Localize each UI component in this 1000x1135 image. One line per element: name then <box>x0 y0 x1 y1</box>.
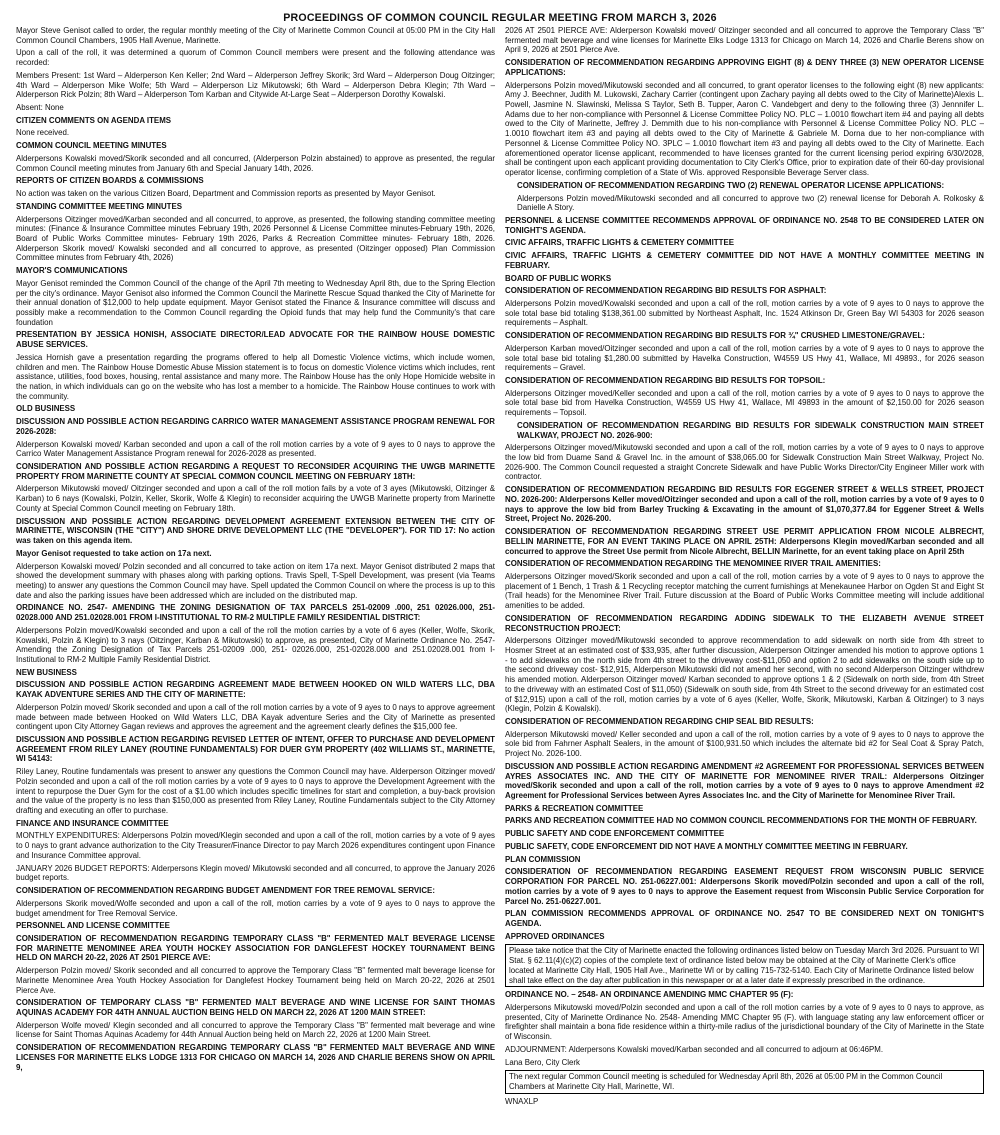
paragraph: Alderperson Karban moved/Oitzinger seconded and upon a call of the roll, motion carries by a vote of 9 ayes to 0 nays to approve the sole total base bid totaling $1,280.00 submitted by Havelka Construction, W4559 US Hwy 41, Wallace, MI 49893., for 2026 season requirements – Gravel. <box>505 343 984 373</box>
columns <box>16 26 984 1109</box>
section-heading: CONSIDERATION OF RECOMMENDATION REGARDING ADDING SIDEWALK TO THE ELIZABETH AVENUE STREET RECONSTRUCTION PROJECT: <box>505 613 984 633</box>
paragraph: Alderperson Polzin moved/ Skorik seconded and all concurred to approve the Temporary Class "B" fermented malt beverage license for Marinette Menominee Area Youth Hockey Association for Danglefest Hockey Tournament being held on March 20-22, 2026 at 2501 Pierce Ave. <box>16 966 495 995</box>
section-title: CIVIC AFFAIRS, TRAFFIC LIGHTS & CEMETERY COMMITTEE <box>505 238 734 248</box>
paragraph: Alderpersons Oitzinger moved/Karban seconded and all concurred, to approve, as presented, the following standing committee meeting minutes: (Finance & Insurance Committee minutes February 19th, 2026 Personnel & License Committee minutes-February 19th, 2026, Board of Public Works Committee minutes- February 19th 2026, Parks & Recreation Committee minutes- February 18th, 2026. Alderperson Skorik moved/ Kowalski seconded and all concurred to approve, as presented (Oitzinger opposed) Plan Commission Committee minutes from February 4th, 2026) <box>16 214 495 263</box>
paragraph: Alderperson Mikutowski moved/ Keller seconded and upon a call of the roll, motion carries by a vote of 9 ayes to 0 nays to approve the sole bid from Fahrner Asphalt Sealers, in the amount of $100,931.50 which includes the alternate bid #2 for Seal Coat & Spray Patch, Project No. 2026-100. <box>505 729 984 759</box>
paragraph: Alderpersons Polzin moved/Mikutowski seconded and all concurred, to grant operator licenses to the following eight (8) new applicants: Amy J. Beechner, Judith M. Lukowski, Zachary Carrier (contingent upon Zachary paying all debts owed to the City of Marinette)Alexis L. Powell, Jasmine N. Slawinski, Melissa S Taylor, Seth B. Tupper, Aaron C. Vandebgert and deny to the following three (3) Jennnifer L. Adams due to her non-compliance with Personnel & License Committee Policy NO. PLC – 1.0010 flowchart item #4 and paying all debts owed to the City of Marinette, Jeffrey J. Demmith due to his non-compliance with Personnel & License Committee Policy NO. PLC – 1.0010 flowchart item #3 and paying all debts owed to the City of Marinette & Gabriele M. Dorna due to her non-compliance with Personnel & License Committee Policy NO. 3PLC – 1.0010 flowchart item #3 and paying all debts owed to the City of Marinette. Each aforementioned operator license applicant, recommended to have licenses granted for the current licensing period expiring 6/30/2028, shall be contingent upon each applicant providing documentation to City Clerk's Office, prior to expiration date of their 60-day provisional operator license, confirming completion of a State of Wis. approved Responsible Beverage Server class. <box>505 80 984 178</box>
section-title: PUBLIC SAFETY, CODE ENFORCEMENT DID NOT HAVE A MONTHLY COMMITTEE MEETING IN FEBRUARY. <box>505 841 908 851</box>
paragraph: Alderpersons Oitzinger moved/Keller seconded and upon a call of the roll, motion carries by a vote of 9 ayes to 0 nays to approve the sole total base bid from Havelka Construction, W4559 US Hwy 41, Wallace, MI 49893 in the amount of $2,150.00 for 2026 season requirements – Topsoil. <box>505 388 984 418</box>
section-heading: CONSIDERATION OF RECOMMENDATION REGARDING THE MENOMINEE RIVER TRAIL AMENITIES: <box>505 559 881 569</box>
paragraph: JANUARY 2026 BUDGET REPORTS: Alderpersons Klegin moved/ Mikutowski seconded and all concurred, to approve the January 2026 budget reports. <box>16 863 495 883</box>
section-heading: DISCUSSION AND POSSIBLE ACTION REGARDING DEVELOPMENT AGREEMENT EXTENSION BETWEEN THE CITY OF MARINETTE, WISCONSIN (THE "CITY") AND SHORE DRIVE DEVELOPMENT LLC (THE "DEVELOPER"). FOR TID 17: No action was taken on this agenda item. <box>16 516 495 546</box>
section-heading: CONSIDERATION OF RECOMMENDATION REGARDING TWO (2) RENEWAL OPERATOR LICENSE APPLICATIONS: <box>517 180 945 190</box>
paragraph: Mayor Steve Genisot called to order, the regular monthly meeting of the City of Marinette Common Council at 05:00 PM in the City Hall Common Council Chambers, 1905 Hall Avenue, Marinette. <box>16 26 495 45</box>
notice-box: The next regular Common Council meeting is scheduled for Wednesday April 8th, 2026 at 05:00 PM in the Common Council Chambers at Marinette City Hall, Marinette, WI. <box>505 1070 984 1093</box>
paragraph: Alderpersons Oitzinger moved/Skorik seconded and upon a call of the roll, motion carries by a vote of 9 ayes to 0 nays to approve the placement of 1 Bench, 1 Trash & 1 Recycling receptor matching the current furnishings at Menekaunee Harbor on Ogden St and Eight St (Trail heads) for the Menominee River Trail. Future discussion at the Board of Public Works Committee meeting will include additional amenities to be added. <box>505 571 984 611</box>
section-title: APPROVED ORDINANCES <box>505 931 605 941</box>
paragraph: Alderpersons Skorik moved/Wolfe seconded and upon a call of the roll, motion carries by a vote of 9 ayes to 0 nays to approve the budget amendment for Tree Removal Service. <box>16 898 495 918</box>
paragraph: Alderpersons Polzin moved/Mikutowski seconded and all concurred to approve two (2) renewal license for Deborah A. Rolkosky & Danielle A Story. <box>517 193 984 213</box>
paragraph: Alderpersons Oitzinger moved/Mikutowski seconded to approve recommendation to add sidewalk on north side from 4th street to Hosmer Street at an estimated cost of $33,935, after further discussion, Alderperson Oitzinger amended his motion to approve options 1 - to add sidewalks on the north side from 4th street to the driveway cost-$11,050 and option 2 to add sidewalks on the south side up to the second driveway cost- $12,915, Alderperson Mikutowski did not amend her second, with no second Alderperson Oitzinger withdrew his amended motion. Alderperson Oitzinger moved/ Karban seconded to approve options 1 & 2 (Sidewalk on north side, from 4th Street to the driveway with an estimated Cost of $11,050) (Sidewalk on south side, from 4th Street to the second driveway for an estimated cost of $12,915) upon a call of the roll, motion carries by a vote of 6 ayes (Keller, Wolfe, Skorik, Mikutowski, Karban & Oitzinger) to 3 nays (Klegin, Polzin & Kowalski). <box>505 636 984 714</box>
paragraph: Jessica Hornish gave a presentation regarding the programs offered to help all Domestic Violence victims, which include women, children and men. The Rainbow House Domestic Abuse Mission statement is to focus on domestic Violence victims which includes, rent assistance, utilities, food boxes, housing, rental assistance and many more. The Rainbow House has the only Hope Homicide website in the nation, in which individuals can go on the website who has lost a member to a homicide. The Rainbow House continues to work with the community. <box>16 352 495 401</box>
section-heading: CONSIDERATION AND POSSIBLE ACTION REGARDING A REQUEST TO RECONSIDER ACQUIRING THE UWGB MARINETTE PROPERTY FROM MARINETTE COUNTY AT SPECIAL COMMON COUNCIL MEETING ON FEBRUARY 18TH: <box>16 462 495 481</box>
section-title: OLD BUSINESS <box>16 404 76 414</box>
section-heading: DISCUSSION AND POSSIBLE ACTION REGARDING AMENDMENT #2 AGREEMENT FOR PROFESSIONAL SERVICES BETWEEN AYRES ASSOCIATES INC. AND THE CITY OF MARINETTE FOR MENOMINEE RIVER TRAIL: Alderpersons Oitzinger moved/Skorik seconded and upon a call of the roll, motion carries by a vote of 9 ayes to 0 nays to approve Amendment #2 Agreement for Professional Services between Ayres Associates Inc. and the City of Marinette for Menominee River Trail. <box>505 761 984 801</box>
paragraph: MONTHLY EXPENDITURES: Alderpersons Polzin moved/Klegin seconded and upon a call of the roll, motion carries by a vote of 9 ayes to 0 nays to grant advance authorization to the City Treasurer/Finance Director to pay March 2026 expenditures contingent upon Finance and Insurance Committee approval. <box>16 831 495 860</box>
section-heading: ORDINANCE NO. – 2548- AN ORDINANCE AMENDING MMC CHAPTER 95 (F): <box>505 990 794 1000</box>
section-heading: CONSIDERATION OF RECOMMENDATION REGARDING BID RESULTS FOR ASPHALT: <box>505 286 827 296</box>
section-heading: CONSIDERATION OF RECOMMENDATION REGARDING EASEMENT REQUEST FROM WISCONSIN PUBLIC SERVICE CORPORATION FOR PARCEL NO. 251-06227.001: Alderpersons Skorik moved/Polzin seconded and upon a call of the roll, motion carries by a vote of 9 ayes to 0 nays to approve the Easement request from Wisconsin Public Service Corporation for Parcel No. 251-06227.001. <box>505 867 984 906</box>
section-heading: CONSIDERATION OF RECOMMENDATION REGARDING STREET USE PERMIT APPLICATION FROM NICOLE ALBRECHT, BELLIN MARINETTE, FOR AN EVENT TAKING PLACE ON APRIL 25TH: Alderpersons Klegin moved/Karban seconded and all concurred to approve the Street Use permit from Nicole Albrecht, BELLIN Marinette, for an event taking place on April 25th <box>505 527 984 556</box>
section-heading: CONSIDERATION OF RECOMMENDATION REGARDING APPROVING EIGHT (8) & DENY THREE (3) NEW OPERATOR LICENSE APPLICATIONS: <box>505 58 984 77</box>
paragraph: Alderpersons Kowalski moved/Skorik seconded and all concurred, (Alderperson Polzin abstained) to approve as presented, the regular Common Council meeting minutes from January 6th and Special January 14th, 2026. <box>16 153 495 173</box>
page-title: PROCEEDINGS OF COMMON COUNCIL REGULAR MEETING FROM MARCH 3, 2026 <box>283 12 717 24</box>
paragraph: ADJOURNMENT: Alderpersons Kowalski moved/Karban seconded and all concurred to adjourn at 06:46PM. <box>505 1044 884 1054</box>
section-title: PUBLIC SAFETY AND CODE ENFORCEMENT COMMITTEE <box>505 829 725 839</box>
section-title: NEW BUSINESS <box>16 667 77 677</box>
section-heading: CONSIDERATION OF RECOMMENDATION REGARDING TEMPORARY CLASS "B" FERMENTED MALT BEVERAGE AND WINE LICENSES FOR MARINETTE ELKS LODGE 1313 FOR CHICAGO ON MARCH 14, 2026 AND CHARLIE BERENS SHOW ON APRIL 9, <box>16 1043 495 1072</box>
section-heading: PRESENTATION BY JESSICA HONISH, ASSOCIATE DIRECTOR/LEAD ADVOCATE FOR THE RAINBOW HOUSE DOMESTIC ABUSE SERVICES. <box>16 330 495 350</box>
paragraph: Riley Laney, Routine fundamentals was present to answer any questions the Common Council may have. Alderperson Oitzinger moved/ Polzin seconded and upon a call of the roll motion carries by a vote of 9 ayes to 0 nays to approve the Development Agreement with the intent to repurpose the Duer Gym for the cost of a $1.00 which includes specific timelines for start and completion, a buy-back provision and the value of the property is no less than $150,000 as presented from Riley Laney, Routine Fundamentals subject to the City Attorney drafting and executing an offer to purchase. <box>16 767 495 816</box>
paragraph: Alderperson Mikutowski moved/ Oitzinger seconded and upon a call of the roll motion fails by a vote of 3 ayes (Mikutowski, Oitzinger & Karban) to 6 nays (Kowalski, Polzin, Keller, Skorik, Wolfe & Klegin) to reconsider acquiring the UWGB Marinette property from Marinette County at Special Common Council meeting on February 18th. <box>16 484 495 513</box>
section-title: PARKS AND RECREATION COMMITTEE HAD NO COMMON COUNCIL RECOMMENDATIONS FOR THE MONTH OF FEBRUARY. <box>505 816 977 826</box>
notice-box: Please take notice that the City of Marinette enacted the following ordinances listed below on Tuesday March 3rd 2026. Pursuant to WI Stat. § 62.11(4)(c)(2) copies of the complete text of ordinance listed below may be obtained at the City of Marinette Clerk's office located at Marinette City Hall, 1905 Hall Ave., Marinette WI or by calling 715-732-5140. Each City of Marinette Ordinance listed below shall take effect on the day after publication in this newspaper or at a later date if expressly prescribed in the ordinance. <box>505 944 984 987</box>
section-heading: CONSIDERATION OF RECOMMENDATION REGARDING BUDGET AMENDMENT FOR TREE REMOVAL SERVICE: <box>16 886 435 896</box>
section-heading: CONSIDERATION OF RECOMMENDATION REGARDING BID RESULTS FOR SIDEWALK CONSTRUCTION MAIN STREET WALKWAY, PROJECT NO. 2026-900: <box>517 420 984 440</box>
section-title: PARKS & RECREATION COMMITTEE <box>505 803 644 813</box>
right-column <box>505 26 984 1109</box>
section-heading: PERSONNEL & LICENSE COMMITTEE RECOMMENDS APPROVAL OF ORDINANCE NO. 2548 TO BE CONSIDERED LATER ON TONIGHT'S AGENDA. <box>505 215 984 235</box>
section-heading: CONSIDERATION OF RECOMMENDATION REGARDING CHIP SEAL BID RESULTS: <box>505 717 814 726</box>
section-title: CITIZEN COMMENTS ON AGENDA ITEMS <box>16 115 172 125</box>
section-title: PERSONNEL AND LICENSE COMMITTEE <box>16 921 170 931</box>
paragraph: Alderpersons Polzin moved/Kowalski seconded and upon a call of the roll, motion carries by a vote of 9 ayes to 0 nays to approve the sole total base bid totaling $138,361.00 submitted by Northeast Asphalt, Inc. 1524 Atkinson Dr, Green Bay WI 54303 for 2026 season requirements – Asphalt. <box>505 298 984 328</box>
left-column <box>16 26 495 1109</box>
section-heading: DISCUSSION AND POSSIBLE ACTION REGARDING CARRICO WATER MANAGEMENT ASSISTANCE PROGRAM RENEWAL FOR 2026-2028: <box>16 417 495 436</box>
paragraph: No action was taken on the various Citizen Board, Department and Commission reports as presented by Mayor Genisot. <box>16 189 436 199</box>
section-heading: CONSIDERATION OF RECOMMENDATION REGARDING BID RESULTS FOR EGGENER STREET & WELLS STREET, PROJECT NO. 2026-200: Alderpersons Keller moved/Oitzinger seconded and upon a call of the roll, motion carries by a vote of 9 ayes to 0 nays to approve the low bid from Barley Trucking & Excavating in the amount of $1,070,377.84 for Eggener Street & Wells Street, Project No. 2026-200. <box>505 485 984 524</box>
section-title: REPORTS OF CITIZEN BOARDS & COMMISSIONS <box>16 176 204 186</box>
section-title: PLAN COMMISSION RECOMMENDS APPROVAL OF ORDINANCE NO. 2547 TO BE CONSIDERED NEXT ON TONIGHT'S AGENDA. <box>505 909 984 928</box>
paragraph: Absent: None <box>16 103 64 113</box>
paragraph: Alderpersons Mikutowski moved/Polzin seconded and upon a call of the roll motion carries by a vote of 9 ayes to 0 nays to approve, as presented, City of Marinette Ordinance No. 2548- Amending MMC Chapter 95 (F). with language stating any law enforcement officer or firefighter shall maintain a bona fide residence within a thirty-mile radius of the jurisdictional boundary of the City of Marinette in the State of Wisconsin. <box>505 1002 984 1042</box>
section-title: STANDING COMMITTEE MEETING MINUTES <box>16 201 182 211</box>
section-heading: CONSIDERATION OF RECOMMENDATION REGARDING BID RESULTS FOR TOPSOIL: <box>505 376 826 385</box>
section-title: BOARD OF PUBLIC WORKS <box>505 273 612 283</box>
paragraph: Alderperson Polzin moved/ Skorik seconded and upon a call of the roll motion carries by a vote of 9 ayes to 0 nays to approve agreement made between made between Hooked on Wild Waters LLC, DBA Kayak adventure Series and the City of Marinette as presented contingent upon City Attorney Gagan reviews and approves the agreement and the agreement clearly defines the $15,000 fee. <box>16 702 495 732</box>
paragraph: Alderperson Kowalski moved/ Karban seconded and upon a call of the roll motion carries by a vote of 9 ayes to 0 nays to approve the Carrico Water Management Assistance Program renewal for 2026-2028 as presented. <box>16 439 495 459</box>
section-heading: CONSIDERATION OF RECOMMENDATION REGARDING TEMPORARY CLASS "B" FERMENTED MALT BEVERAGE LICENSE FOR MARINETTE MENOMINEE AREA YOUTH HOCKEY ASSOCIATION FOR DANGLEFEST HOCKEY TOURNAMENT BEING HELD ON MARCH 20-22, 2026 AT 2501 PIERCE AVE: <box>16 933 495 963</box>
section-heading: CIVIC AFFAIRS, TRAFFIC LIGHTS & CEMETERY COMMITTEE DID NOT HAVE A MONTHLY COMMITTEE MEETING IN FEBRUARY. <box>505 251 984 270</box>
paragraph: 2026 AT 2501 PIERCE AVE: Alderperson Kowalski moved/ Oitzinger seconded and all concurred to approve the Temporary Class "B" fermented malt beverage and wine licenses for Marinette Elks Lodge 1313 for Chicago on March 14, 2026 and Charlie Berens show on April 9, 2026 at 2501 Pierce Ave. <box>505 26 984 55</box>
section-heading: DISCUSSION AND POSSIBLE ACTION REGARDING AGREEMENT MADE BETWEEN HOOKED ON WILD WATERS LLC, DBA KAYAK ADVENTURE SERIES AND THE CITY OF MARINETTE: <box>16 680 495 700</box>
section-heading: CONSIDERATION OF RECOMMENDATION REGARDING BID RESULTS FOR ¾" CRUSHED LIMESTONE/GRAVEL: <box>505 331 925 341</box>
paragraph: Alderpersons Oitzinger moved/Mikutowski seconded and upon a call of the roll, motion carries by a vote of 9 ayes to 0 nays to approve the low bid from Duame Sand & Gravel Inc. in the amount of $38,065.00 for Sidewalk Construction Main Street Walkway, Project No. 2026-900. The Common Council requested a straight Concrete Sidewalk and have Public Works Director/City Engineer Miller work with contractor. <box>505 443 984 482</box>
section-heading: ORDINANCE NO. 2547- AMENDING THE ZONING DESIGNATION OF TAX PARCELS 251-02009 .000, 251 02026.000, 251-02028.000 AND 251.02028.001 FROM I-INSTITUTIONAL TO RM-2 MULTIPLE FAMILY RESIDENTIAL DISTRICT: <box>16 603 495 623</box>
paragraph: Alderperson Wolfe moved/ Klegin seconded and all concurred to approve the Temporary Class "B" fermented malt beverage and wine license for Saint Thomas Aquinas Academy for 44th Annual Auction being held on March 22, 2026 at 1200 Main Street. <box>16 1020 495 1040</box>
paragraph: Members Present: 1st Ward – Alderperson Ken Keller; 2nd Ward – Alderperson Jeffrey Skorik; 3rd Ward – Alderperson Doug Oitzinger; 4th Ward – Alderperson Mike Wolfe; 5th Ward – Alderperson Liz Mikutowski; 6th Ward – Alderperson Debra Klegin; 7th Ward – Alderperson Rick Polzin; 8th Ward – Alderperson Tom Karban and Citywide At-Large Seat – Alderperson Dorothy Kowalski. <box>16 70 495 100</box>
paragraph: Mayor Genisot reminded the Common Council of the change of the April 7th meeting to Wednesday April 8th, due to the Spring Election per the city's ordinance. Mayor Genisot also informed the Common Council the Marinette Rescue Squad thanked the City of Marinette for their annual donation of $12,000 to help update equipment. Mayor Genisot stated the Finance & Insurance committee will discuss and possibly make a recommendation to the Common Council regarding the Opioid funds that may help fund the Community's that care foundation <box>16 278 495 327</box>
paragraph: Upon a call of the roll, it was determined a quorum of Common Council members were present and the following attendance was recorded: <box>16 48 495 68</box>
section-title: PLAN COMMISSION <box>505 854 581 864</box>
section-title: COMMON COUNCIL MEETING MINUTES <box>16 141 167 151</box>
section-title: FINANCE AND INSURANCE COMMITTEE <box>16 818 169 828</box>
signature-line: WNAXLP <box>505 1096 539 1106</box>
section-heading: CONSIDERATION OF TEMPORARY CLASS "B" FERMENTED MALT BEVERAGE AND WINE LICENSE FOR SAINT THOMAS AQUINAS ACADEMY FOR 44TH ANNUAL AUCTION BEING HELD ON MARCH 22, 2026 AT 1200 MAIN STREET: <box>16 998 495 1017</box>
paragraph: Alderperson Kowalski moved/ Polzin seconded and all concurred to take action on item 17a next. Mayor Genisot distributed 2 maps that showed the development summary with phases along with parking options. Travis Spell, T-Spell Development, was present (via Teams meeting) to answer any questions the Common Council may have. Spell updated the Common Council on where the process is up to this date and also the parking issues have been addressed which are included on the distributed map. <box>16 561 495 600</box>
section-heading: Mayor Genisot requested to take action on 17a next. <box>16 548 212 558</box>
paragraph: Alderpersons Polzin moved/Kowalski seconded and upon a call of the roll the motion carries by a vote of 6 ayes (Keller, Wolfe, Skorik, Kowalski, Polzin & Klegin) to 3 nays (Oitzinger, Karban & Mikutowski) to approve, as presented, City of Marinette Ordinance No. 2547- Amending the Zoning Designation of Tax Parcels 251-02009 .000, 251- 02026.000, 251-02028.000 and 251.02028.001 from I-Institutional to RM-2 Multiple Family Residential District. <box>16 625 495 664</box>
section-title: MAYOR'S COMMUNICATIONS <box>16 266 128 276</box>
signature-line: Lana Bero, City Clerk <box>505 1057 580 1067</box>
section-heading: DISCUSSION AND POSSIBLE ACTION REGARDING REVISED LETTER OF INTENT, OFFER TO PURCHASE AND DEVELOPMENT AGREEMENT FROM RILEY LANEY (ROUTINE FUNDAMENTALS) FOR DUER GYM PROPERTY (402 WILLIAMS ST., MARINETTE, WI 54143: <box>16 735 495 764</box>
paragraph: None received. <box>16 128 70 138</box>
